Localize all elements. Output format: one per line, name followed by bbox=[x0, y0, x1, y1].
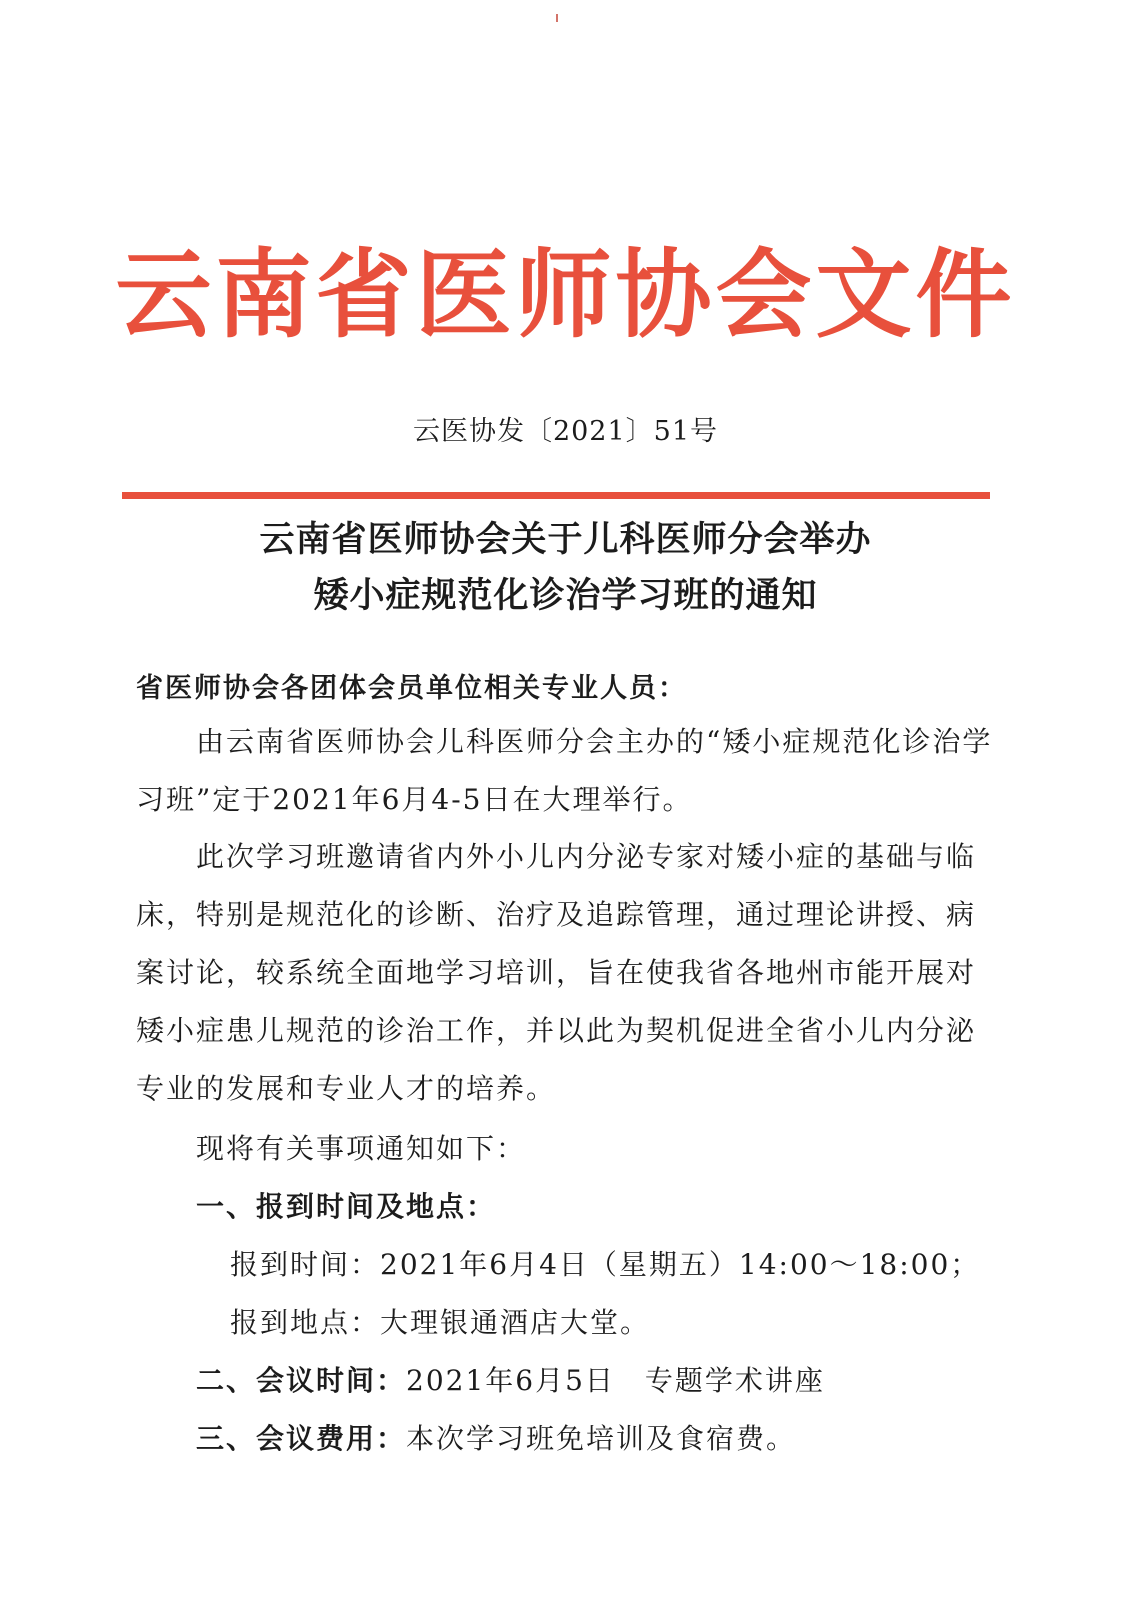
item-1-registration-place: 报到地点：大理银通酒店大堂。 bbox=[230, 1306, 651, 1339]
item-1-heading bbox=[196, 1178, 996, 1236]
paragraph-description: 此次学习班邀请省内外小儿内分泌专家对矮小症的基础与临床，特别是规范化的诊断、治疗及追踪管理，通过理论讲授、病案讨论，较系统全面地学习培训，旨在使我省各地州市能开展对矮小症患儿规范的诊治工作，并以此为契机促进全省小儿内分泌专业的发展和专业人才的培养。 bbox=[136, 840, 977, 1105]
paragraph-intro: 由云南省医师协会儿科医师分会主办的“矮小症规范化诊治学习班”定于2021年6月4-5日在大理举行。 bbox=[136, 725, 993, 816]
notice-title-line-1: 云南省医师协会关于儿科医师分会举办 bbox=[259, 520, 872, 560]
item-1-registration-time: 报到时间：2021年6月4日（星期五）14:00～18:00； bbox=[230, 1248, 981, 1281]
salutation: 省医师协会各团体会员单位相关专业人员： bbox=[136, 673, 687, 704]
red-divider-line bbox=[122, 492, 990, 499]
notice-title-line-2: 矮小症规范化诊治学习班的通知 bbox=[313, 576, 818, 616]
item-2-value: 2021年6月5日 专题学术讲座 bbox=[406, 1364, 825, 1397]
org-header-title: 云南省医师协会文件 bbox=[115, 238, 1016, 351]
item-1-label: 一、报到时间及地点： bbox=[196, 1190, 497, 1223]
document-number: 云医协发〔2021〕51号 bbox=[412, 416, 719, 447]
item-2 bbox=[196, 1352, 996, 1410]
item-3 bbox=[196, 1410, 996, 1468]
paragraph-items-intro: 现将有关事项通知如下： bbox=[196, 1132, 527, 1165]
item-3-value: 本次学习班免培训及食宿费。 bbox=[406, 1422, 797, 1455]
item-3-label: 三、会议费用： bbox=[196, 1422, 407, 1455]
scan-mark bbox=[556, 14, 558, 22]
notice-title bbox=[0, 512, 1131, 624]
item-2-label: 二、会议时间： bbox=[196, 1364, 407, 1397]
